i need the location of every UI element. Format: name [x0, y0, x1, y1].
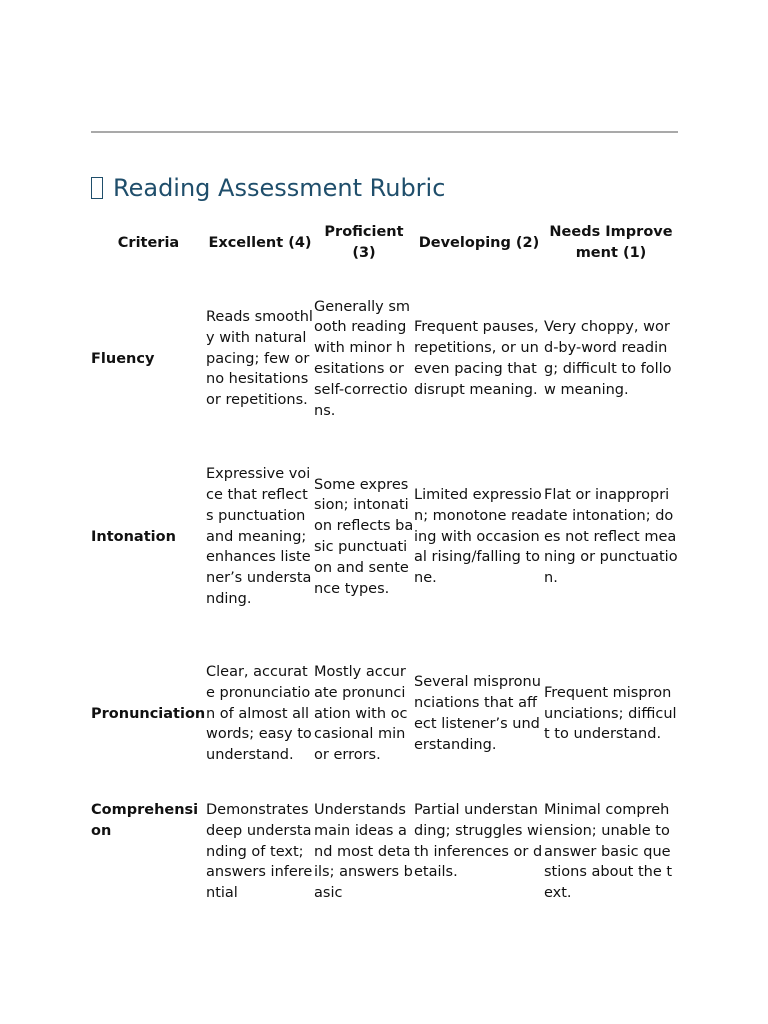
header-proficient: Proficient (3) — [324, 224, 404, 261]
table-cell: Understands main ideas and most details; answers basic — [314, 802, 413, 902]
table-row — [91, 284, 678, 446]
header-row — [91, 212, 678, 284]
horizontal-rule — [91, 131, 678, 133]
header-needs-improvement: Needs Improvement (1) — [549, 224, 673, 261]
table-cell: Demonstrates deep understanding of text; answers inferential — [206, 802, 313, 902]
header-developing: Developing (2) — [418, 234, 540, 251]
table-cell: Several mispronunciations that affect listener’s understanding. — [414, 674, 541, 753]
table-row — [91, 800, 678, 916]
table-cell: Generally smooth reading with minor hesitations or self-corrections. — [314, 298, 411, 419]
criterion-fluency: Fluency — [91, 350, 155, 367]
header-criteria: Criteria — [117, 234, 180, 251]
table-cell: Reads smoothly with natural pacing; few or no hesitations or repetitions. — [206, 309, 313, 409]
table-cell: Limited expression; monotone reading with occasional rising/falling tone. — [414, 487, 544, 587]
table-cell: Frequent mispronunciations; difficult to understand. — [544, 684, 677, 743]
table-cell: Expressive voice that reflects punctuation and meaning; enhances listener’s understanding. — [206, 466, 312, 607]
table-cell: Partial understanding; struggles with inferences or details. — [414, 802, 543, 881]
table-cell: Minimal comprehension; unable to answer basic questions about the text. — [544, 802, 673, 902]
table-cell: Very choppy, word-by-word reading; difficult to follow meaning. — [544, 319, 672, 398]
table-cell: Some expression; intonation reflects basic punctuation and sentence types. — [314, 476, 414, 597]
page-title-text: Reading Assessment Rubric — [113, 174, 446, 202]
table-cell: Frequent pauses, repetitions, or uneven pacing that disrupt meaning. — [414, 319, 539, 398]
page-title — [91, 172, 445, 204]
criterion-pronunciation: Pronunciation — [91, 705, 206, 722]
table-cell: Mostly accurate pronunciation with occasional minor errors. — [314, 664, 408, 764]
table-row — [91, 446, 678, 640]
table-cell: Flat or inappropriate intonation; does not reflect meaning or punctuation. — [544, 487, 678, 587]
book-icon — [91, 177, 103, 199]
header-excellent: Excellent (4) — [208, 234, 312, 251]
criterion-intonation: Intonation — [91, 528, 176, 545]
table-row — [91, 640, 678, 800]
table-cell: Clear, accurate pronunciation of almost all words; easy to understand. — [206, 664, 312, 764]
criterion-comprehension: Comprehension — [91, 802, 199, 839]
rubric-table — [91, 212, 678, 916]
